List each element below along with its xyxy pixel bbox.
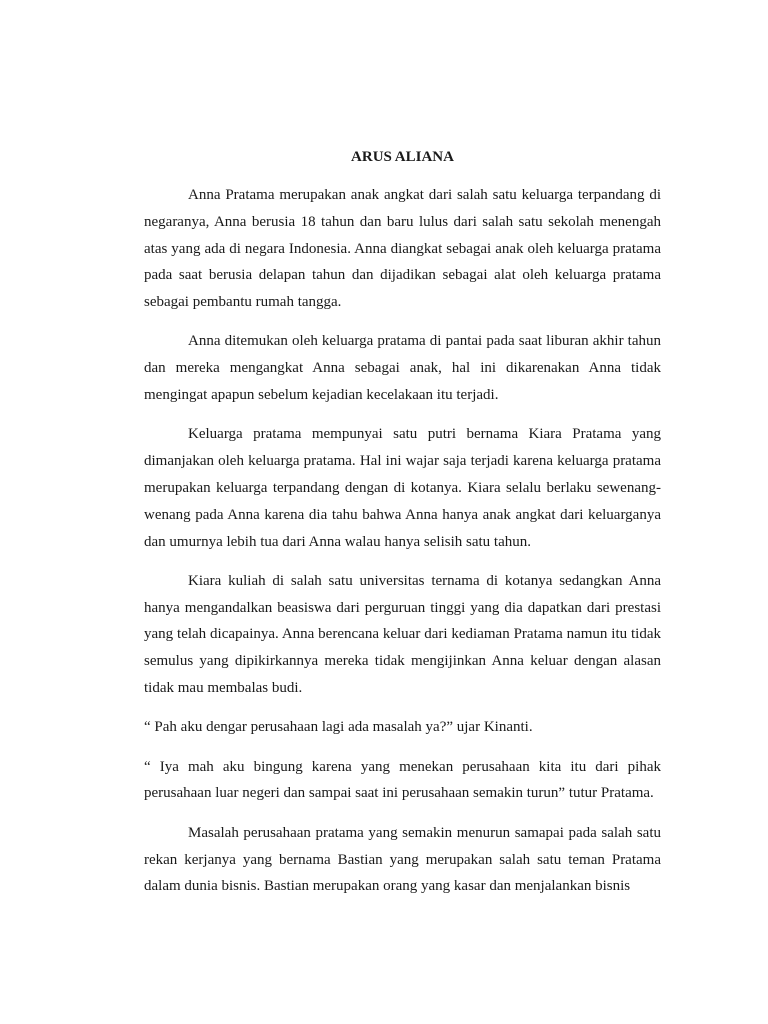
document-page xyxy=(144,144,661,913)
dialogue-1: “ Pah aku dengar perusahaan lagi ada masalah ya?” ujar Kinanti. xyxy=(144,719,533,736)
paragraph-1: Anna Pratama merupakan anak angkat dari salah satu keluarga terpandang di negaranya, Anna berusia 18 tahun dan baru lulus dari salah satu sekolah menengah atas yang ada di negara Indonesia. Anna diangkat sebagai anak oleh keluarga pratama pada saat berusia delapan tahun dan dijadikan sebagai alat oleh keluarga pratama sebagai pembantu rumah tangga. xyxy=(144,187,661,311)
paragraph-5: Masalah perusahaan pratama yang semakin menurun samapai pada salah satu rekan kerjanya yang bernama Bastian yang merupakan salah satu teman Pratama dalam dunia bisnis. Bastian merupakan orang yang kasar dan menjalankan bisnis xyxy=(144,824,661,895)
paragraph-4: Kiara kuliah di salah satu universitas ternama di kotanya sedangkan Anna hanya mengandalkan beasiswa dari perguruan tinggi yang dia dapatkan dari prestasi yang telah dicapainya. Anna berencana keluar dari kediaman Pratama namun itu tidak semulus yang dipikirkannya mereka tidak mengijinkan Anna keluar dengan alasan tidak mau membalas budi. xyxy=(144,572,661,697)
paragraph-3: Keluarga pratama mempunyai satu putri bernama Kiara Pratama yang dimanjakan oleh keluarga pratama. Hal ini wajar saja terjadi karena keluarga pratama merupakan keluarga terpandang dengan di kotanya. Kiara selalu berlaku sewenang-wenang pada Anna karena dia tahu bahwa Anna hanya anak angkat dari keluarganya dan umurnya lebih tua dari Anna walau hanya selisih satu tahun. xyxy=(144,426,661,550)
document-title: ARUS ALIANA xyxy=(351,149,454,165)
paragraph-2: Anna ditemukan oleh keluarga pratama di pantai pada saat liburan akhir tahun dan mereka mengangkat Anna sebagai anak, hal ini dikarenakan Anna tidak mengingat apapun sebelum kejadian kecelakaan itu terjadi. xyxy=(144,333,661,404)
dialogue-2: “ Iya mah aku bingung karena yang menekan perusahaan kita itu dari pihak perusahaan luar negeri dan sampai saat ini perusahaan semakin turun” tutur Pratama. xyxy=(144,758,661,802)
